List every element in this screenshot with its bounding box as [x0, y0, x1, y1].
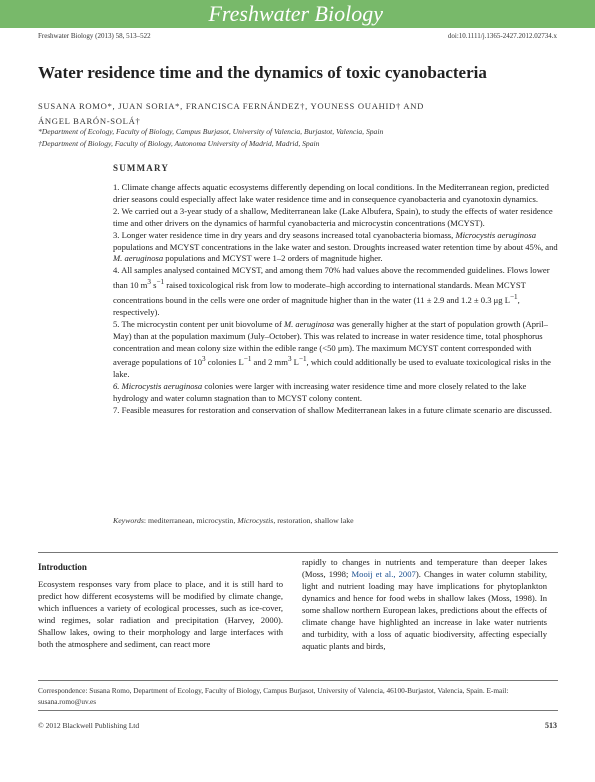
- author-line: SUSANA ROMO*, JUAN SORIA*, FRANCISCA FERNÁNDEZ†, YOUNESS OUAHID† AND: [38, 101, 425, 111]
- copyright: © 2012 Blackwell Publishing Ltd: [38, 721, 140, 730]
- keywords: Keywords: mediterranean, microcystin, Microcystis, restoration, shallow lake: [113, 516, 354, 525]
- summary-point: 3. Longer water residence time in dry years and dry seasons increased total cyanobacteria biomass, Microcystis aeruginosa populations and MCYST concentrations in the lake water and seston. Droughts increased water retention time by about 45%, and M. aeruginosa populations and MCYST were 1–2 orders of magnitude higher.: [113, 229, 558, 264]
- summary-point: 7. Feasible measures for restoration and conservation of shallow Mediterranean lakes in a future climate scenario are discussed.: [113, 404, 552, 415]
- journal-citation: Freshwater Biology (2013) 58, 513–522: [38, 32, 151, 40]
- citation-link[interactable]: Mooij et al., 2007: [351, 569, 416, 580]
- divider: [38, 710, 558, 711]
- article-title: Water residence time and the dynamics of toxic cyanobacteria: [38, 63, 487, 82]
- author-line: ÁNGEL BARÓN-SOLÁ†: [38, 115, 141, 126]
- summary-point: 1. Climate change affects aquatic ecosystems differently depending on local conditions. In the Mediterranean region, predicted drier seasons could especially affect lake water residence time and in consequence cyanobacteria and cyanotoxin dynamics.: [113, 182, 549, 204]
- correspondence-note: Correspondence: Susana Romo, Department of Ecology, Faculty of Biology, Campus Burjasot, University of Valencia, 46100-Burjastot, Valencia, Spain. E-mail: susana.romo@uv.es: [38, 686, 509, 706]
- summary-point: 4. All samples analysed contained MCYST, and among them 70% had values above the recommended guidelines. Flows lower than 10 $m^3$ $s^{-1}$ raised toxicological risk from low to moderate–high according to international standards. Mean MCYST concentrations bound in the cells were one order of magnitude higher than in the water (11 ± 2.9 and 1.2 ± 0.3 μg $L^{-1}$, respectively).: [113, 265, 550, 317]
- divider: [38, 680, 558, 681]
- affiliations: [38, 126, 383, 150]
- page-number: 513: [545, 721, 557, 730]
- divider: [38, 552, 558, 553]
- summary-body: [113, 182, 558, 417]
- journal-banner: [0, 0, 595, 28]
- summary-point: 5. The microcystin content per unit biovolume of M. aeruginosa was generally higher at the start of population growth (April–May) than at the population maximum (July–October). This was related to increase in water residence time, total phosphorus concentration and mean colony size within the edible range (<50 μm). The maximum MCYST content corresponded with average populations of $10^3$ colonies $L^{-1}$ and 2 $mm^3$ $L^{-1}$, which could additionally be used to evaluate toxicological risks in the lake.: [113, 318, 551, 380]
- summary-point: 2. We carried out a 3-year study of a shallow, Mediterranean lake (Lake Albufera, Spain), to study the effects of water residence time and other drivers on the dynamics of harmful cyanobacteria and microcystin concentrations (MCYST).: [113, 205, 553, 228]
- author-list: [38, 99, 498, 128]
- section-heading-introduction: Introduction: [38, 562, 87, 572]
- intro-left-column: Ecosystem responses vary from place to place, and it is still hard to predict how different ecosystems will be modified by climate change, which influences a variety of ecological processes, such as ice-cover, wind regimes, solar radiation and precipitation (Harvey, 2000). Shallow lakes, owing to their morphology and large interfaces with both the atmosphere and sediment, can react more: [38, 579, 283, 650]
- summary-point: 6. Microcystis aeruginosa colonies were larger with increasing water residence time and more closely related to the lake hydrology and water column stagnation than to MCYST colony content.: [113, 381, 527, 403]
- intro-right-column: rapidly to changes in nutrients and temperature than deeper lakes (Moss, 1998; Mooij et al., 2007). Changes in water column stability, light and nutrient loading may have implications for phytoplankton dynamics and hence for food webs in shallow lakes (Moss, 1998). In some shallow northern European lakes, predictions about the effects of climate change have highlighted an increase in lake water nutrients and turbidity, with a loss of aquatic biodiversity, affecting especially aquatic plants and birds,: [302, 557, 547, 652]
- affiliation: †Department of Biology, Faculty of Biology, Autonoma University of Madrid, Madrid, Spain: [38, 139, 320, 148]
- doi-link[interactable]: doi:10.1111/j.1365-2427.2012.02734.x: [447, 32, 557, 40]
- affiliation: *Department of Ecology, Faculty of Biology, Campus Burjasot, University of Valencia, Burjastot, Valencia, Spain: [38, 127, 384, 136]
- summary-heading: SUMMARY: [113, 163, 170, 173]
- journal-banner-title: Freshwater Biology: [208, 1, 383, 26]
